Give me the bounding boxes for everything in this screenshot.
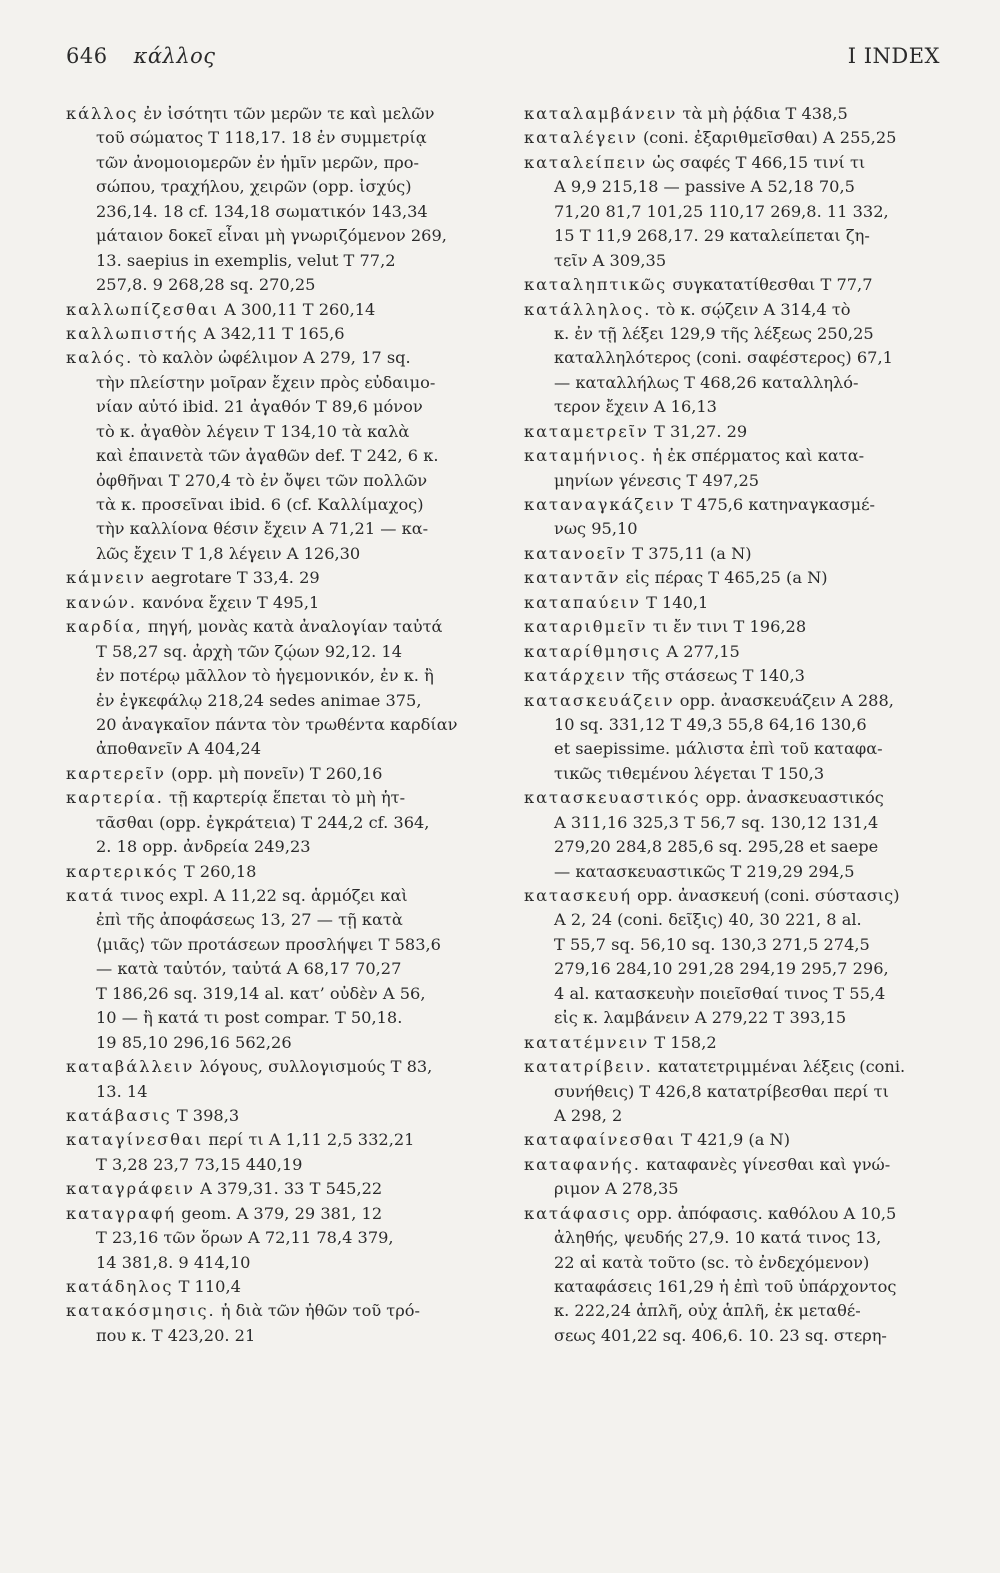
index-continuation-line <box>66 1324 482 1348</box>
index-entry-line <box>66 102 482 126</box>
entry-text: τῶν ἀνομοιομερῶν ἐν ἡμῖν μερῶν, προ- <box>96 152 419 172</box>
index-continuation-line <box>524 1080 940 1104</box>
left-column <box>66 102 482 1348</box>
entry-text: τὸ κ. σῴζειν A 314,4 τὸ <box>651 299 851 319</box>
index-continuation-line <box>524 1275 940 1299</box>
index-continuation-line <box>66 175 482 199</box>
entry-text: νίαν αὐτό ibid. 21 ἀγαθόν T 89,6 μόνον <box>96 397 423 417</box>
entry-text: τὴν καλλίονα θέσιν ἔχειν A 71,21 — κα- <box>96 519 429 539</box>
entry-text: κ. 222,24 ἁπλῆ, οὐχ ἁπλῆ, ἐκ μεταθέ- <box>554 1301 861 1321</box>
entry-text: ἀποθανεῖν A 404,24 <box>96 739 262 759</box>
index-continuation-line <box>524 860 940 884</box>
entry-text: aegrotare T 33,4. 29 <box>145 568 320 588</box>
entry-text: ὀφθῆναι T 270,4 τὸ ἐν ὄψει τῶν πολλῶν <box>96 470 428 490</box>
index-continuation-line <box>524 1251 940 1275</box>
index-continuation-line <box>66 664 482 688</box>
entry-headword: καταμήνιος. <box>524 446 648 466</box>
index-continuation-line <box>66 713 482 737</box>
entry-text: — καταλλήλως T 468,26 καταλληλό- <box>554 372 859 392</box>
entry-text: ἡ ἐκ σπέρματος καὶ κατα- <box>647 446 865 466</box>
index-entry-line <box>66 1055 482 1079</box>
entry-headword: καταπαύειν <box>524 592 641 612</box>
entry-text: ἐπὶ τῆς ἀποφάσεως 13, 27 — τῇ κατὰ <box>96 910 403 930</box>
index-continuation-line <box>524 249 940 273</box>
entry-headword: καταλαμβάνειν <box>524 104 678 123</box>
index-continuation-line <box>524 1177 940 1201</box>
index-continuation-line <box>66 737 482 761</box>
index-entry-line <box>66 1104 482 1128</box>
entry-headword: καταβάλλειν <box>66 1057 195 1077</box>
index-continuation-line <box>66 420 482 444</box>
entry-text: εἰς κ. λαμβάνειν A 279,22 T 393,15 <box>554 1008 847 1028</box>
index-continuation-line <box>66 469 482 493</box>
index-continuation-line <box>524 737 940 761</box>
index-entry-line <box>524 493 940 517</box>
entry-text: T 421,9 (a N) <box>675 1130 791 1150</box>
entry-text: ἐν ἐγκεφάλῳ 218,24 sedes animae 375, <box>96 690 422 710</box>
entry-text: opp. ἀπόφασις. καθόλου A 10,5 <box>631 1203 897 1223</box>
entry-text: 14 381,8. 9 414,10 <box>96 1252 251 1272</box>
entry-headword: κατατέμνειν <box>524 1032 650 1052</box>
entry-text: λόγους, συλλογισμούς T 83, <box>194 1057 433 1077</box>
entry-headword: κατασκευάζειν <box>524 690 675 710</box>
entry-text: καταφάσεις 161,29 ἡ ἐπὶ τοῦ ὑπάρχοντος <box>554 1277 897 1296</box>
entry-text: 19 85,10 296,16 562,26 <box>96 1032 292 1052</box>
entry-text: 10 sq. 331,12 T 49,3 55,8 64,16 130,6 <box>554 714 867 734</box>
entry-text: (opp. μὴ πονεῖν) T 260,16 <box>166 763 383 783</box>
index-continuation-line <box>66 933 482 957</box>
index-entry-line <box>524 298 940 322</box>
entry-text: τι ἔν τινι T 196,28 <box>647 617 807 637</box>
index-continuation-line <box>66 273 482 297</box>
index-continuation-line <box>524 835 940 859</box>
index-entry-line <box>524 689 940 713</box>
index-continuation-line <box>524 517 940 541</box>
entry-headword: κάλλος <box>66 104 139 123</box>
entry-headword: κατάδηλος <box>66 1277 174 1296</box>
entry-text: T 3,28 23,7 73,15 440,19 <box>96 1154 303 1174</box>
index-continuation-line <box>66 224 482 248</box>
entry-text: ἐν ἰσότητι τῶν μερῶν τε καὶ μελῶν <box>138 104 435 123</box>
entry-text: τὸ κ. ἀγαθὸν λέγειν T 134,10 τὰ καλὰ <box>96 421 410 441</box>
entry-text: τοῦ σώματος T 118,17. 18 ἐν συμμετρίᾳ <box>96 128 427 148</box>
entry-headword: καταφαίνεσθαι <box>524 1130 676 1150</box>
entry-text: T 260,18 <box>178 861 257 881</box>
entry-text: 2. 18 opp. ἀνδρεία 249,23 <box>96 837 311 857</box>
entry-text: καταφανὲς γίνεσθαι καὶ γνώ- <box>640 1154 891 1174</box>
entry-headword: κατανοεῖν <box>524 543 628 563</box>
entry-text: T 158,2 <box>649 1032 717 1052</box>
index-entry-line <box>66 884 482 908</box>
entry-text: καταλληλότερος (coni. σαφέστερος) 67,1 <box>554 348 893 368</box>
index-continuation-line <box>524 371 940 395</box>
entry-text: τῆς στάσεως T 140,3 <box>626 666 805 686</box>
entry-text: καὶ ἐπαινετὰ τῶν ἀγαθῶν def. T 242, 6 κ. <box>96 446 439 466</box>
index-continuation-line <box>66 1226 482 1250</box>
entry-text: συνήθεις) T 426,8 κατατρίβεσθαι περί τι <box>554 1081 889 1101</box>
entry-text: A 2, 24 (coni. δεῖξις) 40, 30 221, 8 al. <box>554 910 862 930</box>
index-entry-line <box>66 860 482 884</box>
entry-text: opp. ἀνασκευαστικός <box>700 788 884 808</box>
index-entry-line <box>524 1153 940 1177</box>
entry-headword: κατάφασις <box>524 1203 632 1223</box>
index-continuation-line <box>524 200 940 224</box>
entry-headword: καλλωπιστής <box>66 323 199 343</box>
entry-text: T 375,11 (a N) <box>627 543 752 563</box>
index-continuation-line <box>66 517 482 541</box>
entry-text: 10 — ἢ κατά τι post compar. T 50,18. <box>96 1008 403 1028</box>
index-entry-line <box>66 298 482 322</box>
index-entry-line <box>66 615 482 639</box>
entry-headword: καταγίνεσθαι <box>66 1130 204 1150</box>
index-continuation-line <box>66 1080 482 1104</box>
entry-text: εἰς πέρας T 465,25 (a N) <box>620 568 828 588</box>
entry-text: κανόνα ἔχειν T 495,1 <box>137 592 320 612</box>
entry-text: μηνίων γένεσις T 497,25 <box>554 470 760 490</box>
entry-text: T 31,27. 29 <box>648 421 748 441</box>
entry-text: — κατασκευαστικῶς T 219,29 294,5 <box>554 861 855 881</box>
entry-headword: καταληπτικῶς <box>524 275 668 295</box>
index-continuation-line <box>524 469 940 493</box>
index-continuation-line <box>524 933 940 957</box>
index-entry-line <box>66 762 482 786</box>
entry-text: A 379,31. 33 T 545,22 <box>194 1179 383 1199</box>
entry-headword: κατάλληλος. <box>524 299 652 319</box>
index-entry-line <box>524 786 940 810</box>
index-continuation-line <box>66 371 482 395</box>
entry-text: ⟨μιᾶς⟩ τῶν προτάσεων προσλήψει T 583,6 <box>96 934 441 954</box>
index-continuation-line <box>66 1251 482 1275</box>
right-column <box>524 102 940 1348</box>
entry-headword: καταγράφειν <box>66 1179 195 1199</box>
entry-text: T 55,7 sq. 56,10 sq. 130,3 271,5 274,5 <box>554 934 870 954</box>
index-continuation-line <box>66 908 482 932</box>
entry-text: σώπου, τραχήλου, χειρῶν (opp. ἰσχύς) <box>96 177 412 197</box>
index-entry-line <box>66 1275 482 1299</box>
index-continuation-line <box>524 1226 940 1250</box>
entry-headword: κατασκευή <box>524 886 633 905</box>
entry-headword: καταριθμεῖν <box>524 617 648 637</box>
index-entry-line <box>524 1031 940 1055</box>
section-title: I INDEX <box>847 44 940 68</box>
entry-text: A 342,11 T 165,6 <box>198 323 345 343</box>
index-entry-line <box>524 884 940 908</box>
entry-text: 13. 14 <box>96 1081 148 1101</box>
entry-headword: καταμετρεῖν <box>524 421 649 441</box>
entry-text: ἡ διὰ τῶν ἠθῶν τοῦ τρό- <box>215 1301 420 1321</box>
entry-text: T 23,16 τῶν ὅρων A 72,11 78,4 379, <box>96 1228 394 1248</box>
entry-text: T 58,27 sq. ἀρχὴ τῶν ζῴων 92,12. 14 <box>96 641 403 661</box>
index-entry-line <box>66 346 482 370</box>
index-continuation-line <box>66 200 482 224</box>
entry-text: ἀληθής, ψευδής 27,9. 10 κατά τινος 13, <box>554 1228 882 1248</box>
index-continuation-line <box>524 1324 940 1348</box>
entry-headword: κατά <box>66 886 115 905</box>
entry-text: geom. A 379, 29 381, 12 <box>176 1203 383 1223</box>
index-continuation-line <box>66 1006 482 1030</box>
entry-text: et saepissime. μάλιστα ἐπὶ τοῦ καταφα- <box>554 739 883 759</box>
entry-headword: κατακόσμησις. <box>66 1301 216 1321</box>
entry-headword: καλός. <box>66 348 134 368</box>
index-entry-line <box>66 322 482 346</box>
index-continuation-line <box>524 395 940 419</box>
index-entry-line <box>524 102 940 126</box>
entry-text: ἐν ποτέρῳ μᾶλλον τὸ ἡγεμονικόν, ἐν κ. ἢ <box>96 666 434 686</box>
entry-text: νως 95,10 <box>554 519 638 539</box>
index-continuation-line <box>66 395 482 419</box>
entry-headword: κατάβασις <box>66 1105 172 1125</box>
header-left <box>66 44 216 68</box>
entry-headword: καρδία, <box>66 617 143 637</box>
index-continuation-line <box>524 811 940 835</box>
index-continuation-line <box>66 689 482 713</box>
entry-text: opp. ἀνασκευή (coni. σύστασις) <box>632 886 900 905</box>
entry-text: τινος expl. A 11,22 sq. ἁρμόζει καὶ <box>114 886 408 905</box>
entry-text: τὸ καλὸν ὠφέλιμον A 279, 17 sq. <box>133 348 411 368</box>
entry-text: λῶς ἔχειν T 1,8 λέγειν A 126,30 <box>96 543 361 563</box>
index-entry-line <box>524 591 940 615</box>
entry-headword: καρτερία. <box>66 788 164 808</box>
entry-text: 71,20 81,7 101,25 110,17 269,8. 11 332, <box>554 201 889 221</box>
entry-text: 22 αἱ κατὰ τοῦτο (sc. τὸ ἐνδεχόμενον) <box>554 1252 870 1272</box>
index-entry-line <box>66 566 482 590</box>
entry-headword: κάμνειν <box>66 568 146 588</box>
entry-text: opp. ἀνασκευάζειν A 288, <box>674 690 894 710</box>
entry-headword: κατασκευαστικός <box>524 788 701 808</box>
entry-text: τικῶς τιθεμένου λέγεται T 150,3 <box>554 763 825 783</box>
entry-text: A 298, 2 <box>554 1105 623 1125</box>
entry-text: 4 al. κατασκευὴν ποιεῖσθαί τινος T 55,4 <box>554 983 886 1003</box>
index-continuation-line <box>524 908 940 932</box>
entry-headword: κανών. <box>66 592 138 612</box>
index-continuation-line <box>524 224 940 248</box>
index-entry-line <box>524 273 940 297</box>
index-entry-line <box>66 786 482 810</box>
index-entry-line <box>66 1177 482 1201</box>
entry-headword: καταλέγειν <box>524 128 638 148</box>
entry-text: σεως 401,22 sq. 406,6. 10. 23 sq. στερη- <box>554 1325 887 1345</box>
entry-text: ὡς σαφές T 466,15 τινί τι <box>647 152 866 172</box>
index-continuation-line <box>66 493 482 517</box>
entry-headword: καλλωπίζεσθαι <box>66 299 219 319</box>
index-entry-line <box>524 615 940 639</box>
entry-text: πηγή, μονὰς κατὰ ἀναλογίαν ταὐτά <box>142 617 443 637</box>
entry-text: (coni. ἐξαριθμεῖσθαι) A 255,25 <box>637 128 897 148</box>
index-continuation-line <box>66 982 482 1006</box>
index-entry-line <box>524 566 940 590</box>
entry-text: 257,8. 9 268,28 sq. 270,25 <box>96 275 316 295</box>
index-continuation-line <box>66 1153 482 1177</box>
entry-text: κατατετριμμέναι λέξεις (coni. <box>652 1057 906 1077</box>
index-entry-line <box>524 640 940 664</box>
entry-text: ριμον A 278,35 <box>554 1179 679 1199</box>
index-entry-line <box>524 444 940 468</box>
entry-headword: καταντᾶν <box>524 568 621 588</box>
page-number: 646 <box>66 44 108 68</box>
entry-text: τῇ καρτερίᾳ ἕπεται τὸ μὴ ἡτ- <box>163 788 406 808</box>
entry-text: κ. ἐν τῇ λέξει 129,9 τῆς λέξεως 250,25 <box>554 323 874 343</box>
index-entry-line <box>524 151 940 175</box>
index-continuation-line <box>66 835 482 859</box>
entry-text: τᾶσθαι (opp. ἐγκράτεια) T 244,2 cf. 364, <box>96 812 430 832</box>
entry-headword: καταλείπειν <box>524 152 648 172</box>
entry-headword: καταγραφή <box>66 1203 177 1223</box>
index-entry-line <box>66 1202 482 1226</box>
running-header <box>66 44 940 84</box>
entry-text: 279,16 284,10 291,28 294,19 295,7 296, <box>554 959 889 979</box>
entry-text: T 475,6 κατηναγκασμέ- <box>675 495 875 514</box>
entry-headword: καταφανής. <box>524 1154 641 1174</box>
entry-text: περί τι A 1,11 2,5 332,21 <box>203 1130 415 1150</box>
entry-text: τεῖν A 309,35 <box>554 250 667 270</box>
entry-text: A 277,15 <box>661 641 740 661</box>
index-continuation-line <box>524 1104 940 1128</box>
entry-text: συγκατατίθεσθαι T 77,7 <box>667 275 873 295</box>
entry-headword: καταναγκάζειν <box>524 495 676 514</box>
index-continuation-line <box>66 444 482 468</box>
entry-text: 279,20 284,8 285,6 sq. 295,28 et saepe <box>554 837 879 857</box>
index-entry-line <box>524 126 940 150</box>
entry-text: τὰ κ. προσεῖναι ibid. 6 (cf. Καλλίμαχος) <box>96 495 424 514</box>
entry-text: 13. saepius in exemplis, velut T 77,2 <box>96 250 396 270</box>
index-continuation-line <box>66 957 482 981</box>
index-continuation-line <box>524 346 940 370</box>
index-continuation-line <box>524 175 940 199</box>
index-entry-line <box>66 591 482 615</box>
entry-text: A 9,9 215,18 — passive A 52,18 70,5 <box>554 177 855 197</box>
entry-text: 236,14. 18 cf. 134,18 σωματικόν 143,34 <box>96 201 428 221</box>
index-entry-line <box>524 1128 940 1152</box>
index-continuation-line <box>66 640 482 664</box>
index-continuation-line <box>66 811 482 835</box>
index-continuation-line <box>66 542 482 566</box>
entry-text: τὰ μὴ ῥᾴδια T 438,5 <box>677 104 848 123</box>
running-headword: κάλλος <box>133 44 216 68</box>
index-continuation-line <box>524 762 940 786</box>
entry-text: T 186,26 sq. 319,14 al. κατ’ οὐδὲν A 56, <box>96 983 426 1003</box>
index-continuation-line <box>66 126 482 150</box>
index-continuation-line <box>524 713 940 737</box>
entry-text: T 110,4 <box>173 1277 241 1296</box>
index-entry-line <box>66 1128 482 1152</box>
entry-headword: καρτερικός <box>66 861 179 881</box>
entry-text: τερον ἔχειν A 16,13 <box>554 397 717 417</box>
index-entry-line <box>524 420 940 444</box>
entry-text: τὴν πλείστην μοῖραν ἔχειν πρὸς εὐδαιμο- <box>96 372 436 392</box>
index-entry-line <box>66 1299 482 1323</box>
entry-text: T 398,3 <box>171 1105 240 1125</box>
entry-text: A 300,11 T 260,14 <box>219 299 376 319</box>
entry-headword: καταρίθμησις <box>524 641 662 661</box>
index-continuation-line <box>66 1031 482 1055</box>
index-continuation-line <box>524 322 940 346</box>
entry-text: 15 T 11,9 268,17. 29 καταλείπεται ζη- <box>554 226 870 246</box>
index-entry-line <box>524 664 940 688</box>
index-continuation-line <box>524 982 940 1006</box>
index-continuation-line <box>524 1006 940 1030</box>
index-continuation-line <box>524 1299 940 1323</box>
index-continuation-line <box>66 249 482 273</box>
index-continuation-line <box>524 957 940 981</box>
entry-text: 20 ἀναγκαῖον πάντα τὸν τρωθέντα καρδίαν <box>96 714 458 734</box>
index-entry-line <box>524 1202 940 1226</box>
entry-text: — κατὰ ταὐτόν, ταὐτά A 68,17 70,27 <box>96 959 402 979</box>
index-entry-line <box>524 1055 940 1079</box>
entry-headword: κατατρίβειν. <box>524 1057 653 1077</box>
entry-headword: κατάρχειν <box>524 666 627 686</box>
index-entry-line <box>524 542 940 566</box>
text-columns <box>66 102 940 1348</box>
entry-text: A 311,16 325,3 T 56,7 sq. 130,12 131,4 <box>554 812 879 832</box>
entry-text: που κ. T 423,20. 21 <box>96 1325 256 1345</box>
entry-headword: καρτερεῖν <box>66 763 166 783</box>
entry-text: μάταιον δοκεῖ εἶναι μὴ γνωριζόμενον 269, <box>96 226 447 246</box>
entry-text: T 140,1 <box>640 592 709 612</box>
index-continuation-line <box>66 151 482 175</box>
